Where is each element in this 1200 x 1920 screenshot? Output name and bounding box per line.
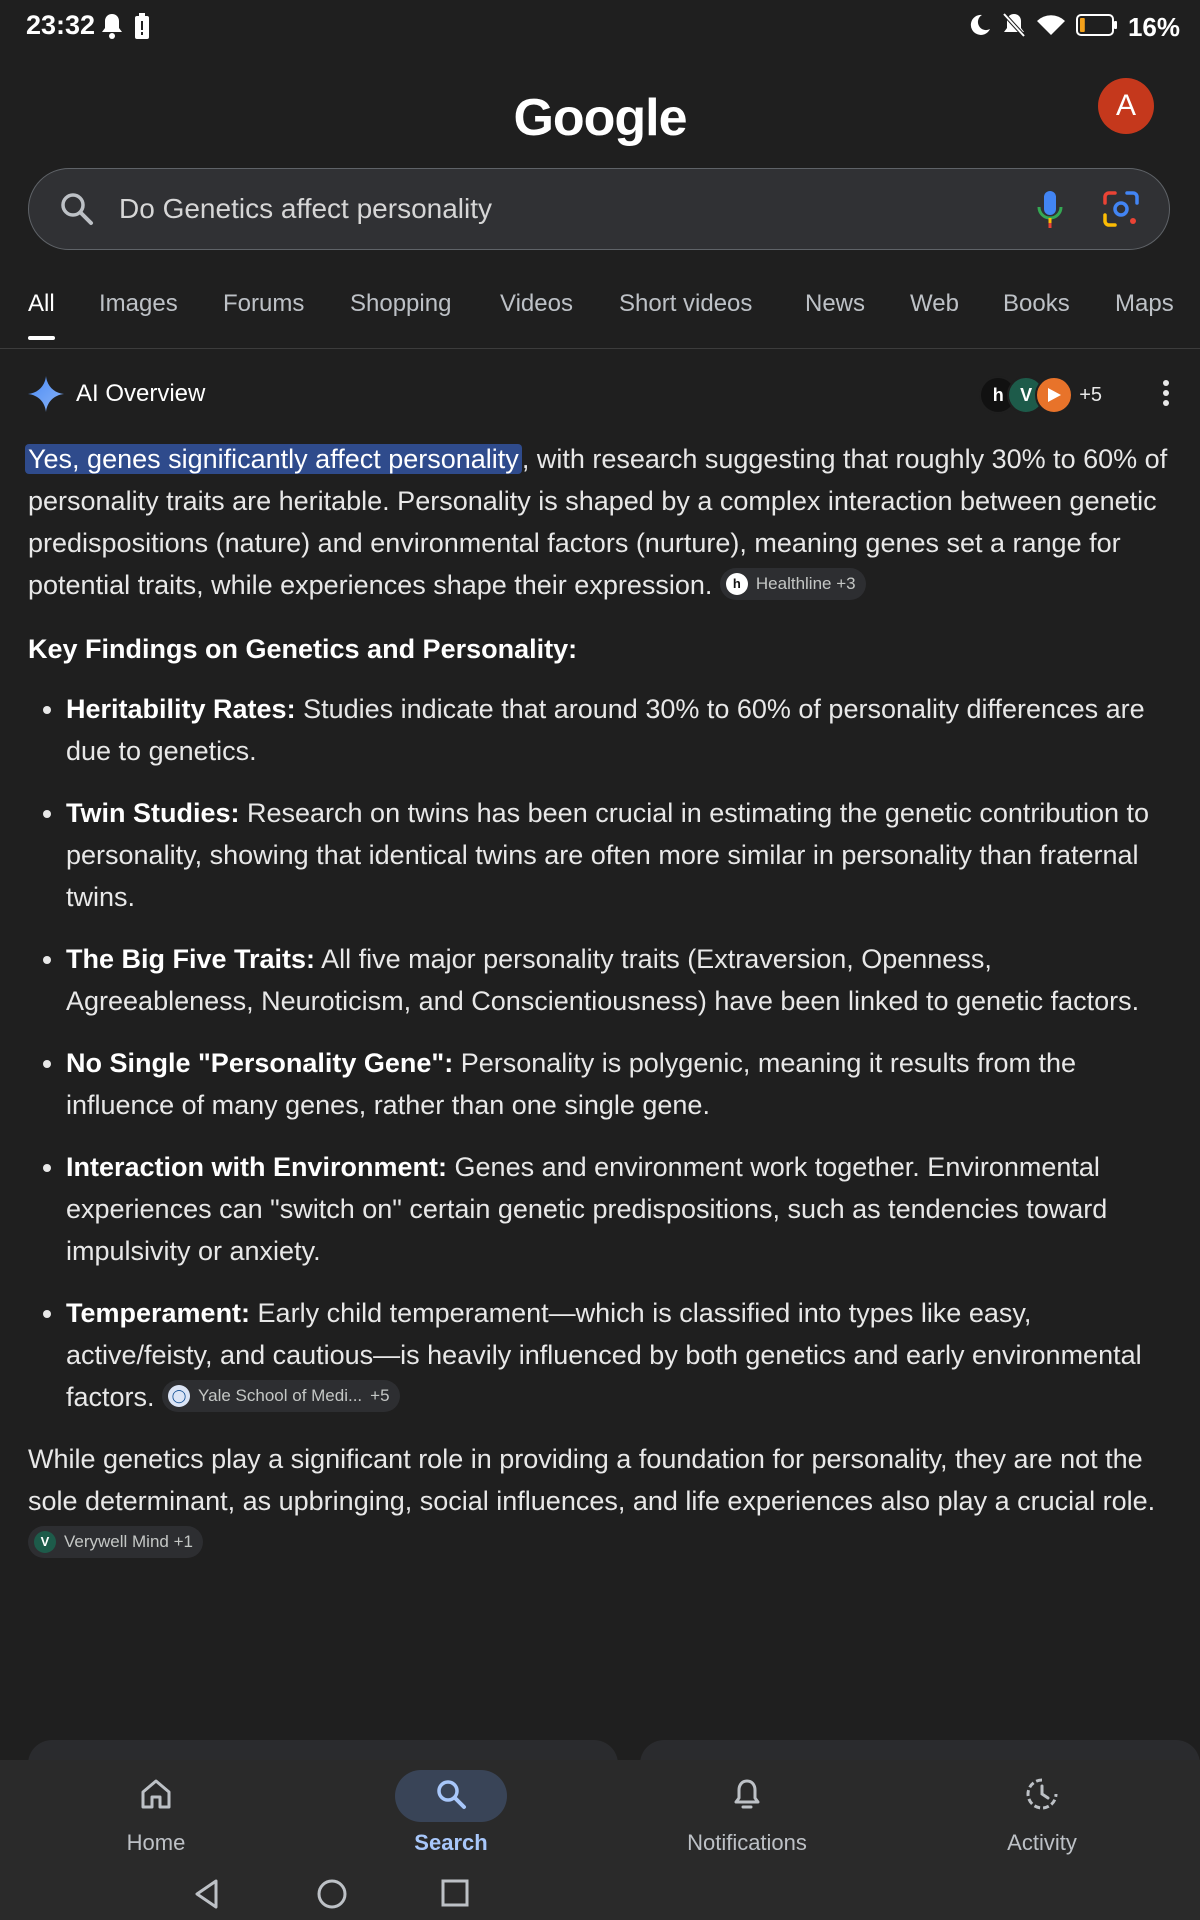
nav-notifications-icon-wrap [691,1770,803,1822]
finding-title: Heritability Rates: [66,694,296,724]
nav-activity-icon-wrap [986,1770,1098,1822]
nav-notifications-label: Notifications [687,1830,807,1855]
search-icon [59,191,95,232]
finding-title: Interaction with Environment: [66,1152,448,1182]
tab-all[interactable]: All [28,290,55,317]
finding-text: Genes and environment work together. Environmental experiences can "switch on" certain genetic predispositions, such as tendencies toward impulsivity or anxiety. [66,1152,1108,1266]
source-chip-yale[interactable] [162,1380,400,1412]
moon-icon [968,13,992,42]
nav-activity-label: Activity [1007,1830,1077,1855]
findings-heading: Key Findings on Genetics and Personality: [28,634,578,664]
tab-forums[interactable]: Forums [223,290,305,317]
status-bar [0,0,1200,56]
intro-highlight: Yes, genes significantly affect personality [25,444,522,474]
source-chip-verywell[interactable] [28,1526,203,1558]
nav-search[interactable] [331,1760,571,1856]
list-item [66,938,1172,1022]
tab-books[interactable]: Books [1003,290,1070,317]
healthline-icon: h [726,573,748,595]
ai-overview-content [28,438,1172,1564]
list-item [66,1292,1172,1418]
activity-icon [1024,1776,1060,1817]
finding-title: The Big Five Traits: [66,944,316,974]
tab-short-videos[interactable]: Short videos [619,290,753,317]
intro-text: , with research suggesting that roughly 30% to 60% of personality traits are heritable. Personality is shaped by a complex interaction between genetic predispositions (nature) and environmental factors (nurture), meaning genes set a range for potential traits, while experiences shape their expression. [28,444,1168,600]
ai-overview-header [28,374,1172,414]
search-icon [434,1777,468,1816]
conclusion-paragraph [28,1438,1172,1564]
source-chip-healthline[interactable] [720,568,866,600]
chip-label: Healthline +3 [755,573,856,593]
search-tabs [0,282,1200,349]
nav-activity[interactable] [922,1760,1162,1856]
chip-label: Yale School of Medi... [198,1385,363,1405]
status-time: 23:32 [26,10,96,40]
list-item [66,688,1172,772]
finding-text: Studies indicate that around 30% to 60% of personality differences are due to genetics. [66,694,1145,766]
intro-paragraph [28,438,1172,606]
home-circle-icon[interactable] [316,1878,348,1915]
tab-videos[interactable]: Videos [500,290,573,317]
verywell-icon: V [1007,376,1045,414]
home-icon [139,1777,173,1816]
source-arrow-icon [1035,376,1073,414]
finding-text: All five major personality traits (Extraversion, Openness, Agreeableness, Neuroticism, and Conscientiousness) have been linked to genetic factors. [66,944,1140,1016]
wifi-icon [1036,13,1066,42]
bell-off-icon [1002,12,1026,43]
ai-overview-label: AI Overview [76,380,206,407]
nav-search-icon-wrap [395,1770,507,1822]
more-options-icon[interactable] [1160,378,1172,413]
finding-title: Temperament: [66,1298,251,1328]
tab-maps[interactable]: Maps [1115,290,1174,317]
back-icon[interactable] [192,1878,222,1915]
finding-title: No Single "Personality Gene": [66,1048,454,1078]
tab-news[interactable]: News [805,290,866,317]
tab-web[interactable]: Web [910,290,959,317]
findings-list [28,688,1172,1418]
search-input[interactable]: Do Genetics affect personality [119,193,493,224]
bell-icon [732,1777,762,1816]
healthline-icon: h [979,376,1017,414]
yale-shield-icon: ◯ [168,1385,190,1407]
lens-icon[interactable] [1101,189,1141,234]
finding-text: Personality is polygenic, meaning it results from the influence of many genes, rather than one single gene. [66,1048,1076,1120]
list-item [66,1042,1172,1126]
system-nav [0,1870,1200,1920]
sparkle-icon [28,376,64,417]
finding-title: Twin Studies: [66,798,240,828]
nav-notifications[interactable] [627,1760,867,1856]
nav-home[interactable] [36,1760,276,1856]
tab-images[interactable]: Images [99,290,178,317]
recents-icon[interactable] [440,1878,470,1913]
battery-alert-icon [134,12,150,45]
finding-text: Early child temperament—which is classified into types like easy, active/feisty, and cautious—is heavily influenced by both genetics and early environmental factors. [66,1298,1142,1412]
header [0,56,1200,166]
finding-text: Research on twins has been crucial in estimating the genetic contribution to personality, showing that identical twins are often more similar in personality than fraternal twins. [66,798,1150,912]
battery-percent: 16% [1127,12,1180,42]
nav-home-icon-wrap [100,1770,212,1822]
bell-icon [100,12,124,45]
search-box[interactable] [28,168,1170,250]
nav-home-label: Home [126,1830,186,1855]
chip-count: +5 [370,1385,390,1405]
conclusion-text: While genetics play a significant role in providing a foundation for personality, they are not the sole determinant, as upbringing, social influences, and life experiences also play a crucial role. [28,1444,1156,1516]
nav-search-label: Search [414,1830,488,1855]
battery-icon [1076,13,1118,42]
sources-more-count: +5 [1079,383,1102,406]
list-item [66,792,1172,918]
google-logo[interactable]: Google [513,89,687,147]
mic-icon[interactable] [1035,189,1065,236]
avatar[interactable]: A [1098,78,1154,134]
tab-shopping[interactable]: Shopping [350,290,452,317]
list-item [66,1146,1172,1272]
chip-label: Verywell Mind +1 [64,1531,193,1551]
source-favicons[interactable] [989,376,1102,414]
verywell-icon: V [34,1531,56,1553]
